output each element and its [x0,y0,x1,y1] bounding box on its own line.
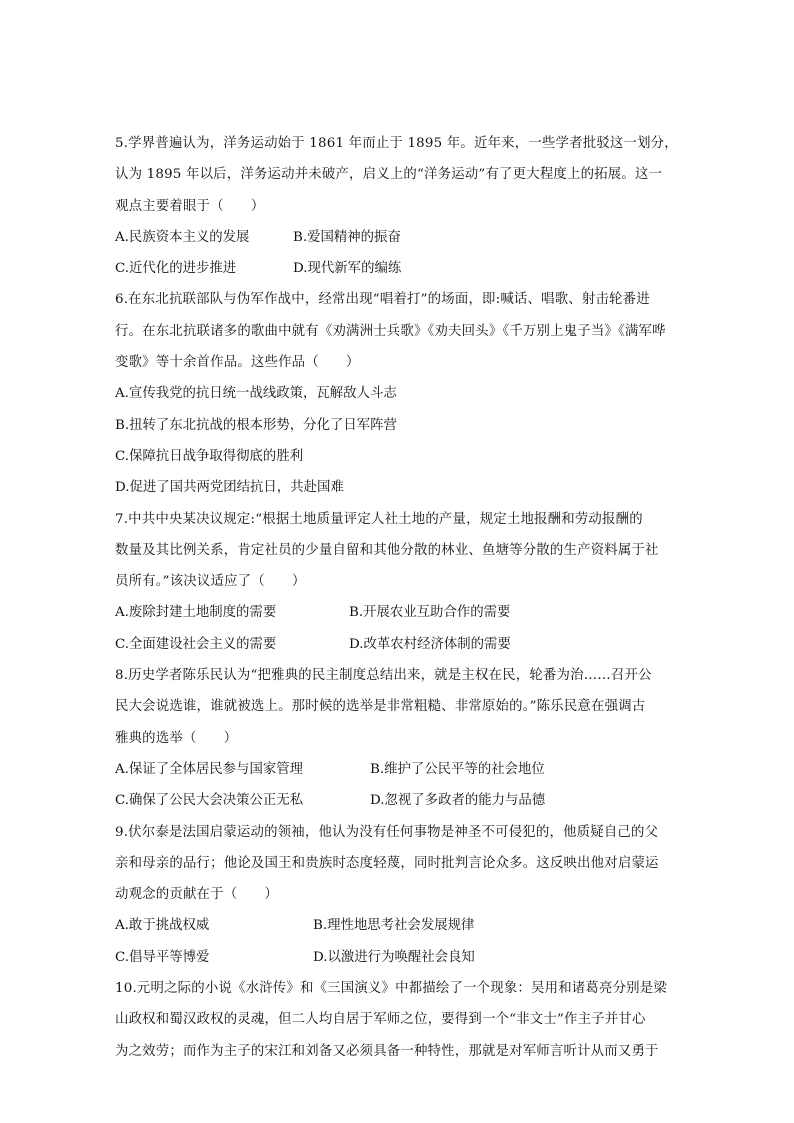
question-stem-line: 民大会说选谁，谁就被选上。那时候的选举是非常粗糙、非常原始的。”陈乐民意在强调古 [115,699,646,715]
question-10 [115,973,685,1067]
option-a: A.民族资本主义的发展 [115,229,250,245]
option-d: D.以激进行为唤醒社会良知 [313,949,475,965]
question-stem-line: 6.在东北抗联部队与伪军作战中，经常出现“唱着打”的场面，即:喊话、唱歌、射击轮番进 [115,292,650,308]
options-row [115,629,685,660]
question-stem-line: 行。在东北抗联诸多的歌曲中就有《劝满洲士兵歌》《劝夫回头》《千万别上鬼子当》《满军哗 [115,323,666,339]
question-8 [115,660,685,816]
options-row [115,597,685,628]
question-stem-line: 员所有。”该决议适应了（ ） [115,574,306,590]
question-stem-line: 5.学界普遍认为，洋务运动始于 1861 年而止于 1895 年。近年来，一些学者批驳这一划分， [115,136,678,151]
option-b: B.开展农业互助合作的需要 [349,605,511,621]
options-row [115,754,685,785]
options-row [115,910,685,941]
option-b: B.维护了公民平等的社会地位 [370,761,545,777]
options-row [115,222,685,253]
option-c: C.保障抗日战争取得彻底的胜利 [115,448,304,464]
question-stem-line: 雅典的选举（ ） [115,730,238,746]
option-b: B.爱国精神的振奋 [293,229,401,245]
option-c: C.倡导平等博爱 [115,949,210,965]
question-stem-line: 观点主要着眼于（ ） [115,198,265,214]
question-9 [115,817,685,973]
question-stem-line: 动观念的贡献在于（ ） [115,887,279,903]
option-c: C.确保了公民大会决策公正无私 [115,793,304,809]
options-row [115,785,685,816]
question-stem-line: 8.历史学者陈乐民认为“把雅典的民主制度总结出来，就是主权在民，轮番为治……召开公 [115,668,652,684]
option-b: B.扭转了东北抗战的根本形势，分化了日军阵营 [115,417,397,433]
question-stem-line: 认为 1895 年以后，洋务运动并未破产，启义上的“洋务运动”有了更大程度上的拓展。这一 [115,167,663,183]
option-d: D.促进了国共两党团结抗日，共赴国难 [115,480,344,496]
question-stem-line: 亲和母亲的品行；他论及国王和贵族时态度轻蔑，同时批判言论众多。这反映出他对启蒙运 [115,855,659,871]
option-a: A.废除封建土地制度的需要 [115,605,277,621]
option-c: C.近代化的进步推进 [115,261,237,277]
options-row [115,942,685,973]
options-row [115,253,685,284]
question-5 [115,128,685,284]
option-d: D.忽视了多政者的能力与品德 [370,793,546,809]
question-stem-line: 山政权和蜀汉政权的灵魂，但二人均自居于军师之位，要得到一个“非文士”作主子并甘心 [115,1012,646,1028]
option-a: A.宣传我党的抗日统一战线政策，瓦解敌人斗志 [115,386,397,402]
question-stem-line: 变歌》等十余首作品。这些作品（ ） [115,355,360,371]
option-a: A.保证了全体居民参与国家管理 [115,761,304,777]
question-stem-line: 7.中共中央某决议规定:“根据土地质量评定人社土地的产量，规定土地报酬和劳动报酬的 [115,511,643,527]
question-stem-line: 数量及其比例关系，肯定社员的少量自留和其他分散的林业、鱼塘等分散的生产资料属于社 [115,542,659,558]
question-7 [115,504,685,660]
option-d: D.改革农村经济体制的需要 [349,636,511,652]
question-6 [115,284,685,503]
question-stem-line: 9.伏尔泰是法国启蒙运动的领袖，他认为没有任何事物是神圣不可侵犯的，他质疑自己的父 [115,824,659,840]
option-d: D.现代新军的编练 [293,261,402,277]
option-a: A.敢于挑战权威 [115,918,210,934]
question-stem-line: 10.元明之际的小说《水浒传》和《三国演义》中都描绘了一个现象：吴用和诸葛亮分别是梁 [115,981,667,997]
question-stem-line: 为之效劳；而作为主子的宋江和刘备又必须具备一种特性，那就是对军师言听计从而又勇于 [115,1043,659,1059]
option-c: C.全面建设社会主义的需要 [115,636,277,652]
exam-page [115,128,685,1067]
option-b: B.理性地思考社会发展规律 [313,918,475,934]
